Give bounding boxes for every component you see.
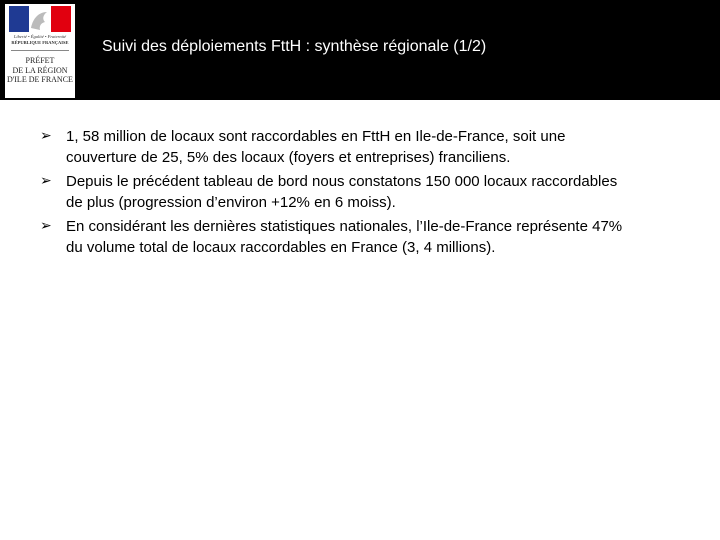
bullet-line: 1, 58 million de locaux sont raccordables en FttH en Ile-de-France, soit une	[66, 128, 566, 145]
prefet-label	[5, 56, 75, 85]
bullet-list	[40, 126, 700, 261]
republic-text: RÉPUBLIQUE FRANÇAISE	[11, 40, 69, 45]
bullet-line: Depuis le précédent tableau de bord nous constatons 150 000 locaux raccordables	[66, 173, 618, 190]
logo-divider	[11, 50, 69, 51]
motto-text: Liberté • Égalité • Fraternité	[13, 34, 67, 39]
arrow-bullet-icon: ➢	[40, 218, 52, 234]
slide-title: Suivi des déploiements FttH : synthèse régionale (1/2)	[102, 38, 487, 55]
list-item	[40, 126, 700, 168]
header-bar	[0, 0, 720, 100]
list-item	[40, 216, 700, 258]
prefet-line: PRÉFET	[25, 56, 55, 65]
bullet-line: de plus (progression d’environ +12% en 6 moiss).	[66, 194, 396, 211]
prefet-line: D'ILE DE FRANCE	[7, 75, 73, 84]
bullet-line: du volume total de locaux raccordables en France (3, 4 millions).	[66, 239, 496, 256]
arrow-bullet-icon: ➢	[40, 128, 52, 144]
bullet-line: En considérant les dernières statistiques nationales, l’Ile-de-France représente 47%	[66, 218, 623, 235]
prefet-line: DE LA RÉGION	[12, 65, 68, 75]
list-item	[40, 171, 700, 213]
bullet-line: couverture de 25, 5% des locaux (foyers et entreprises) franciliens.	[66, 149, 511, 166]
prefecture-logo	[5, 4, 75, 98]
marianne-logo-icon	[9, 6, 71, 32]
arrow-bullet-icon: ➢	[40, 173, 52, 189]
